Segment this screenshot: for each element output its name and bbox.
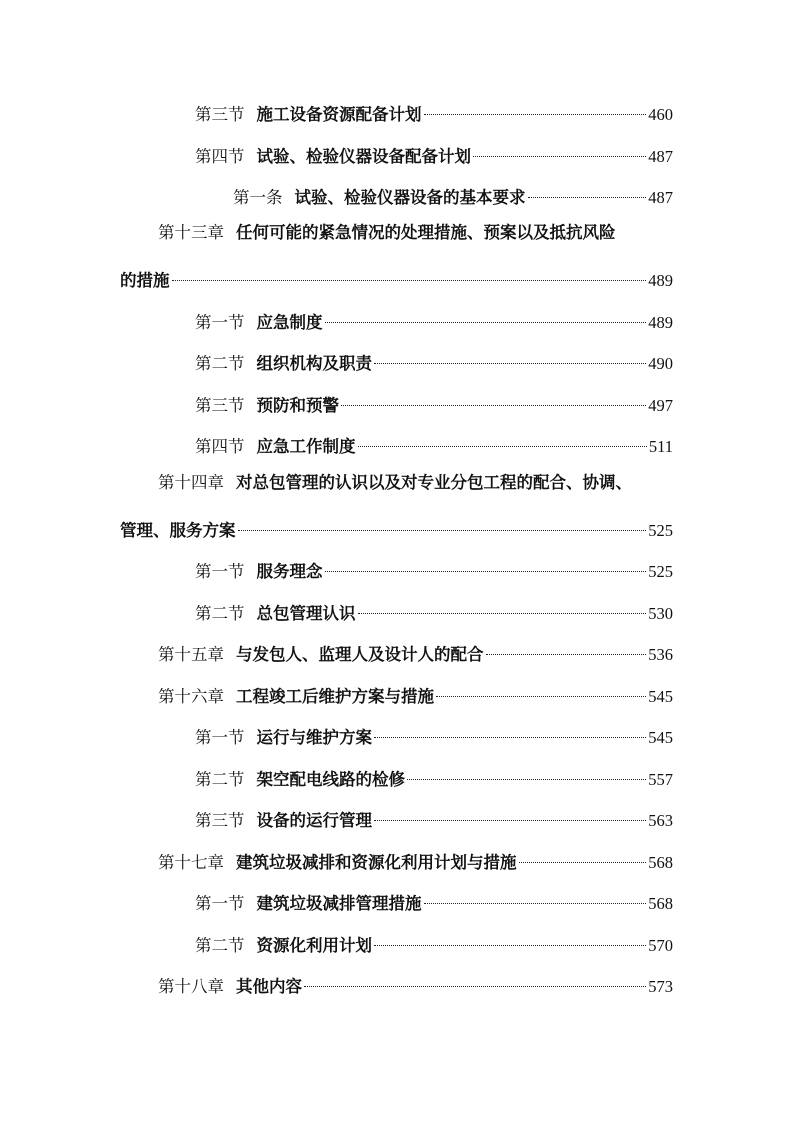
toc-entry-chapter[interactable] [158, 970, 673, 998]
toc-entry-number: 第十五章 [158, 645, 224, 664]
toc-entry-number: 第二节 [195, 936, 245, 955]
dot-leader [407, 763, 646, 785]
toc-entry-title-line2: 管理、服务方案 [120, 521, 236, 540]
dot-leader [325, 555, 647, 577]
toc-entry-number: 第一节 [195, 562, 245, 581]
dot-leader [358, 597, 647, 619]
toc-entry-number: 第十六章 [158, 687, 224, 706]
toc-entry-number: 第二节 [195, 354, 245, 373]
dot-leader [341, 389, 646, 411]
toc-entry-chapter[interactable] [158, 222, 678, 244]
toc-entry-title: 架空配电线路的检修 [256, 770, 405, 789]
dot-leader [374, 804, 646, 826]
toc-entry-title: 试验、检验仪器设备配备计划 [256, 147, 471, 166]
toc-entry-title: 其他内容 [236, 977, 302, 996]
toc-entry-title: 试验、检验仪器设备的基本要求 [294, 188, 526, 207]
toc-entry-section[interactable] [195, 389, 673, 417]
dot-leader [436, 680, 646, 702]
toc-entry-number: 第三节 [195, 811, 245, 830]
toc-entry-section[interactable] [195, 306, 673, 334]
toc-entry-title: 总包管理认识 [256, 604, 356, 623]
dot-leader [358, 430, 647, 452]
toc-entry-number: 第一条 [233, 188, 283, 207]
toc-entry-page: 490 [648, 354, 673, 373]
toc-entry-chapter-continued[interactable] [120, 514, 673, 542]
toc-entry-section[interactable] [195, 763, 673, 791]
toc-entry-section[interactable] [195, 430, 673, 458]
toc-entry-page: 460 [648, 105, 673, 124]
toc-entry-section[interactable] [195, 929, 673, 957]
toc-entry-section[interactable] [195, 347, 673, 375]
toc-entry-page: 525 [648, 562, 673, 581]
toc-entry-title-line2: 的措施 [120, 271, 170, 290]
toc-entry-page: 557 [648, 770, 673, 789]
toc-entry-number: 第一节 [195, 313, 245, 332]
toc-entry-title: 资源化利用计划 [256, 936, 372, 955]
toc-entry-title: 预防和预警 [256, 396, 339, 415]
toc-entry-number: 第十四章 [158, 473, 224, 492]
toc-entry-title-line1: 任何可能的紧急情况的处理措施、预案以及抵抗风险 [236, 223, 616, 242]
toc-entry-page: 487 [648, 147, 673, 166]
dot-leader [238, 514, 647, 536]
dot-leader [519, 846, 647, 868]
toc-entry-page: 545 [648, 687, 673, 706]
toc-entry-section[interactable] [195, 887, 673, 915]
dot-leader [486, 638, 647, 660]
toc-entry-section[interactable] [195, 597, 673, 625]
toc-entry-page: 530 [648, 604, 673, 623]
toc-entry-page: 489 [648, 271, 673, 290]
toc-entry-number: 第十三章 [158, 223, 224, 242]
toc-entry-page: 568 [648, 894, 673, 913]
dot-leader [172, 264, 647, 286]
toc-entry-number: 第二节 [195, 770, 245, 789]
toc-entry-number: 第四节 [195, 147, 245, 166]
toc-entry-page: 487 [648, 188, 673, 207]
dot-leader [528, 181, 647, 203]
toc-entry-section[interactable] [195, 555, 673, 583]
toc-entry-title: 服务理念 [256, 562, 323, 581]
dot-leader [424, 887, 647, 909]
toc-entry-number: 第十七章 [158, 853, 224, 872]
dot-leader [374, 347, 646, 369]
toc-entry-title: 施工设备资源配备计划 [256, 105, 422, 124]
toc-entry-number: 第十八章 [158, 977, 224, 996]
toc-entry-page: 489 [648, 313, 673, 332]
toc-entry-page: 570 [648, 936, 673, 955]
toc-entry-page: 497 [648, 396, 673, 415]
dot-leader [325, 306, 647, 328]
toc-entry-number: 第四节 [195, 437, 245, 456]
toc-entry-title: 运行与维护方案 [256, 728, 372, 747]
toc-entry-chapter[interactable] [158, 472, 688, 494]
toc-entry-title: 与发包人、监理人及设计人的配合 [236, 645, 484, 664]
toc-entry-chapter[interactable] [158, 680, 673, 708]
toc-entry-title-line1: 对总包管理的认识以及对专业分包工程的配合、协调、 [236, 473, 632, 492]
toc-entry-number: 第一节 [195, 894, 245, 913]
toc-entry-number: 第三节 [195, 105, 245, 124]
toc-entry-chapter-continued[interactable] [120, 264, 673, 292]
toc-entry-chapter[interactable] [158, 638, 673, 666]
dot-leader [374, 929, 646, 951]
toc-entry-title: 工程竣工后维护方案与措施 [236, 687, 434, 706]
dot-leader [374, 721, 646, 743]
toc-entry-section[interactable] [195, 804, 673, 832]
toc-entry-title: 应急制度 [256, 313, 323, 332]
toc-entry-title: 建筑垃圾减排和资源化利用计划与措施 [236, 853, 517, 872]
toc-entry-number: 第三节 [195, 396, 245, 415]
toc-entry-chapter[interactable] [158, 846, 673, 874]
toc-entry-page: 545 [648, 728, 673, 747]
toc-entry-page: 568 [648, 853, 673, 872]
dot-leader [424, 98, 647, 120]
dot-leader [304, 970, 646, 992]
toc-entry-number: 第一节 [195, 728, 245, 747]
toc-entry-page: 573 [648, 977, 673, 996]
toc-entry-number: 第二节 [195, 604, 245, 623]
toc-entry-title: 设备的运行管理 [256, 811, 372, 830]
toc-entry-article[interactable] [233, 181, 673, 209]
dot-leader [473, 140, 646, 162]
toc-entry-title: 组织机构及职责 [256, 354, 372, 373]
toc-entry-page: 525 [648, 521, 673, 540]
toc-entry-title: 应急工作制度 [256, 437, 356, 456]
toc-entry-section[interactable] [195, 98, 673, 126]
toc-entry-section[interactable] [195, 140, 673, 168]
toc-entry-page: 563 [648, 811, 673, 830]
toc-entry-page: 536 [648, 645, 673, 664]
toc-entry-page: 511 [648, 437, 673, 456]
toc-entry-section[interactable] [195, 721, 673, 749]
toc-entry-title: 建筑垃圾减排管理措施 [256, 894, 422, 913]
